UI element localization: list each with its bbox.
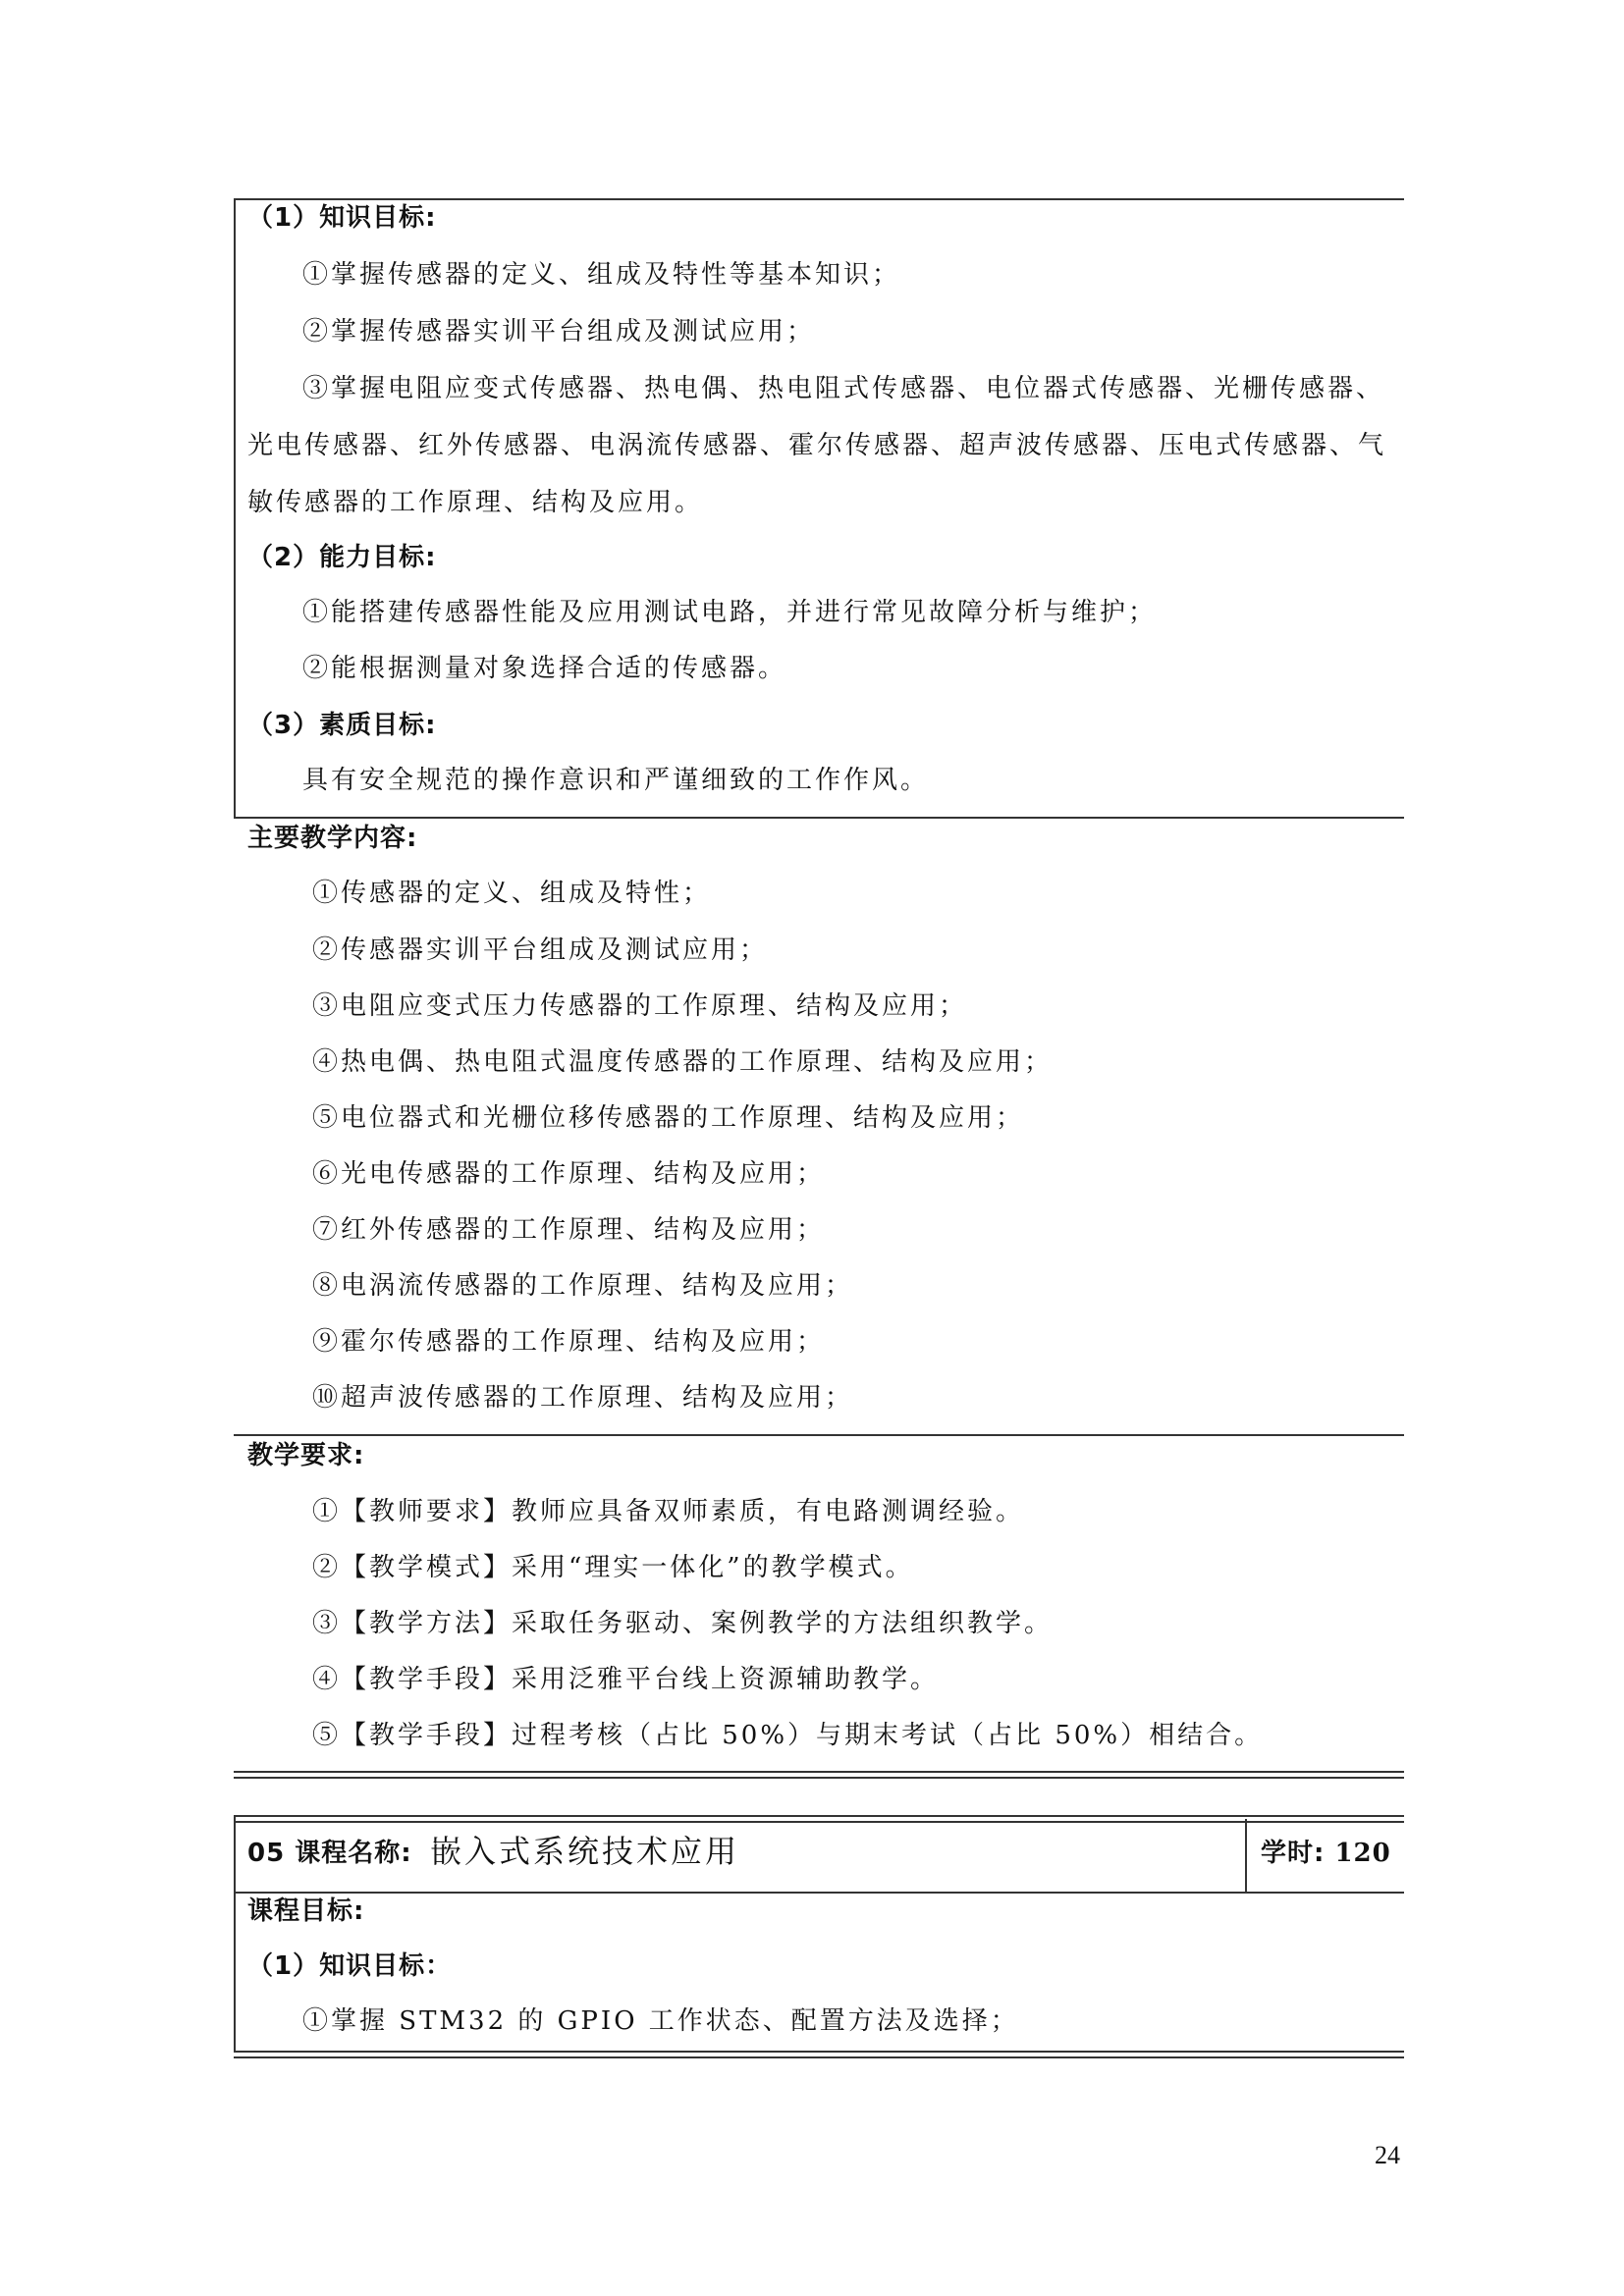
knowledge-item: ②掌握传感器实训平台组成及测试应用； (302, 317, 816, 347)
course05-bottom-border (234, 2051, 1404, 2058)
knowledge-item-long: ③掌握电阻应变式传感器、热电偶、热电阻式传感器、电位器式传感器、光栅传感器、光电传感器、红外传感器、电涡流传感器、霍尔传感器、超声波传感器、压电式传感器、气敏传感器的工作原理、结构及应用。 (247, 374, 1387, 517)
course05-top-border (234, 1815, 1404, 1823)
knowledge-goal-heading: （1）知识目标: (247, 203, 437, 233)
content-item: ⑧电涡流传感器的工作原理、结构及应用； (312, 1271, 854, 1301)
requirement-item: ⑤【教学手段】过程考核（占比 50%）与期末考试（占比 50%）相结合。 (312, 1721, 1264, 1750)
quality-goal-heading: （3）素质目标: (247, 711, 437, 740)
course05-left-border (234, 1815, 236, 2051)
ability-goal-heading: （2）能力目标: (247, 543, 437, 572)
teaching-requirements-heading: 教学要求: (247, 1441, 365, 1470)
content-item: ⑤电位器式和光栅位移传感器的工作原理、结构及应用； (312, 1103, 1025, 1133)
row-divider (234, 1434, 1404, 1436)
row-divider (234, 1892, 1404, 1894)
content-item: ①传感器的定义、组成及特性； (312, 879, 712, 908)
content-item: ⑦红外传感器的工作原理、结构及应用； (312, 1215, 826, 1245)
content-item: ③电阻应变式压力传感器的工作原理、结构及应用； (312, 991, 968, 1021)
content-item: ②传感器实训平台组成及测试应用； (312, 935, 769, 965)
ability-item: ②能根据测量对象选择合适的传感器。 (302, 654, 787, 683)
ability-item: ①能搭建传感器性能及应用测试电路，并进行常见故障分析与维护； (302, 598, 1158, 627)
content-item: ④热电偶、热电阻式温度传感器的工作原理、结构及应用； (312, 1047, 1054, 1077)
course05-label: 05 课程名称: (247, 1839, 412, 1868)
hours-label: 学时: (1261, 1839, 1326, 1868)
requirement-item: ②【教学模式】采用“理实一体化”的教学模式。 (312, 1553, 914, 1582)
content-item: ⑥光电传感器的工作原理、结构及应用； (312, 1159, 826, 1189)
page-number: 24 (1375, 2141, 1400, 2169)
table-left-border (234, 198, 236, 817)
quality-item: 具有安全规范的操作意识和严谨细致的工作作风。 (302, 766, 930, 795)
content-item: ⑨霍尔传感器的工作原理、结构及应用； (312, 1327, 826, 1357)
requirement-item: ③【教学方法】采取任务驱动、案例教学的方法组织教学。 (312, 1609, 1054, 1638)
table-bottom-border (234, 1771, 1404, 1779)
main-content-heading: 主要教学内容: (247, 824, 418, 853)
hours-value: 120 (1334, 1839, 1391, 1868)
course05-goals-heading: 课程目标: (247, 1896, 365, 1926)
requirement-item: ④【教学手段】采用泛雅平台线上资源辅助教学。 (312, 1665, 940, 1694)
knowledge-item: ①掌握传感器的定义、组成及特性等基本知识； (302, 260, 901, 290)
hours-cell-divider (1245, 1819, 1247, 1892)
table-top-border (234, 198, 1404, 200)
row-divider (234, 817, 1404, 819)
course05-knowledge-heading: （1）知识目标： (247, 1951, 453, 1981)
course05-name: 嵌入式系统技术应用 (430, 1833, 740, 1870)
content-item: ⑩超声波传感器的工作原理、结构及应用； (312, 1383, 854, 1413)
course05-knowledge-item: ①掌握 STM32 的 GPIO 工作状态、配置方法及选择； (302, 2006, 1019, 2036)
requirement-item: ①【教师要求】教师应具备双师素质，有电路测调经验。 (312, 1497, 1025, 1526)
course05-hours (1261, 1837, 1391, 1870)
